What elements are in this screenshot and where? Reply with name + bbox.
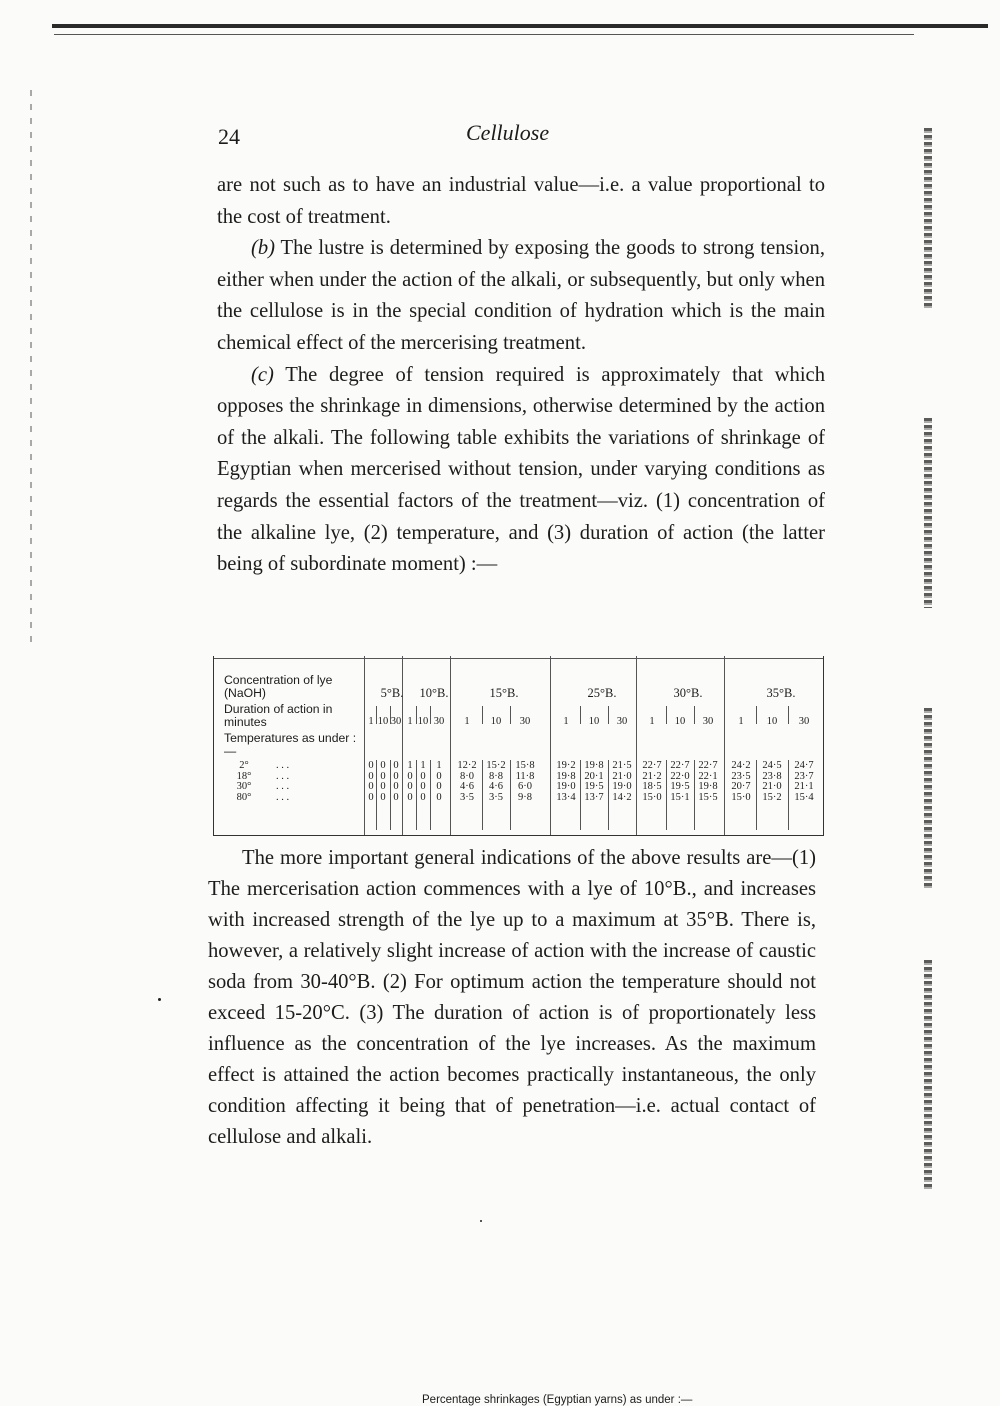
table-cell: 22·7 — [670, 760, 690, 771]
column-divider — [608, 706, 609, 724]
table-cell: 15·8 — [515, 760, 535, 771]
table-cell: 1 — [436, 760, 442, 771]
table-cell: 24·7 — [794, 760, 814, 771]
table-cell: 0 — [368, 781, 374, 792]
top-rule-thin — [54, 34, 914, 35]
running-title: Cellulose — [466, 120, 550, 145]
table-cell: 21·5 — [612, 760, 632, 771]
right-binding-mark — [924, 418, 932, 608]
table-cell: 24·2 — [731, 760, 751, 771]
table-cell: 0 — [436, 791, 442, 803]
table-cell: 4·6 — [460, 781, 474, 792]
column-divider — [376, 760, 377, 830]
table-cell: 0 — [368, 791, 374, 803]
table-cell: 0 — [368, 760, 374, 771]
table-cell: 22·7 — [642, 760, 662, 771]
table-cell: 3·5 — [460, 791, 474, 803]
duration-label: 30 — [390, 716, 402, 727]
group-divider — [636, 656, 637, 836]
table-cell: 0 — [420, 781, 426, 792]
duration-label: 1 — [368, 716, 374, 727]
table-cell: 0 — [380, 781, 386, 792]
table-cell: 24·5 — [762, 760, 782, 771]
table-cell: 20·7 — [731, 781, 751, 792]
column-divider — [482, 706, 483, 724]
table-cell: 19·5 — [670, 781, 690, 792]
paragraph-marker: (c) — [251, 363, 274, 386]
margin-dot — [158, 998, 161, 1001]
table-cell: 0 — [380, 760, 386, 771]
duration-label: 10 — [674, 716, 686, 727]
column-divider — [430, 760, 431, 830]
leader-dots: . . . — [276, 760, 290, 771]
table-cell: 19·2 — [556, 760, 576, 771]
table-cell: 3·5 — [489, 791, 503, 803]
concentration-label: 10°B. — [419, 686, 449, 700]
table-cell: 8·0 — [460, 770, 474, 782]
paragraph: The more important general indications of the above results are—(1) The mercerisation action commences with a lye of 10°B., and increases with increased strength of the lye up to a maximum at 35°B. There is, however, a relatively slight increase of action with the increase of caustic soda from 30-40°B. (2) For optimum action the temperature should not exceed 15-20°C. (3) The duration of action is of proportionately less influence as the concentration of the lye increases. As the maximum effect is attained the action becomes practically instantaneous, the only condition affecting it being that of penetration—i.e. actual contact of cellulose and alkali. — [208, 847, 816, 1148]
row-label-duration: Duration of action in minutes — [224, 702, 333, 729]
concentration-label: 35°B. — [766, 686, 796, 700]
leader-dots: . . . — [276, 791, 290, 803]
table-cell: 19·0 — [612, 781, 632, 792]
top-text-block — [217, 170, 825, 581]
group-divider — [450, 656, 451, 836]
table-cell: 0 — [420, 770, 426, 782]
table-cell: 21·1 — [794, 781, 814, 792]
table-cell: 8·8 — [489, 770, 503, 782]
right-binding-mark — [924, 708, 932, 888]
column-divider — [608, 760, 609, 830]
table-cell: 0 — [380, 791, 386, 803]
paragraph: (c) The degree of tension required is approximately that which opposes the shrinkage in dimensions, otherwise determined by the action of the alkali. The following table exhibits the variations of shrinkage of Egyptian when mercerised without tension, under varying conditions as regards the essential factors of the treatment—viz. (1) concentration of the alkaline lye, (2) temperature, and (3) duration of action (the latter being of subordinate moment) :— — [217, 363, 825, 576]
table-cell: 21·2 — [642, 770, 662, 782]
duration-label: 30 — [798, 716, 810, 727]
column-divider — [580, 760, 581, 830]
table-cell: 23·5 — [731, 770, 751, 782]
table-cell: 15·4 — [794, 791, 814, 803]
column-divider — [376, 706, 377, 724]
column-divider — [666, 760, 667, 830]
table-cell: 20·1 — [584, 770, 604, 782]
column-divider — [510, 706, 511, 724]
concentration-label: 5°B. — [380, 686, 404, 700]
table-cell: 14·2 — [612, 791, 632, 803]
paragraph: are not such as to have an industrial value—i.e. a value proportional to the cost of treatment. — [217, 174, 825, 228]
table-cell: 1 — [420, 760, 426, 771]
group-divider — [402, 656, 403, 836]
paragraph-marker: (b) — [251, 237, 276, 260]
table-cell: 12·2 — [457, 760, 477, 771]
bottom-text-block — [208, 843, 816, 1153]
concentration-label: 30°B. — [673, 686, 703, 700]
table-cell: 0 — [436, 781, 442, 792]
left-margin-marks — [30, 90, 32, 650]
duration-label: 10 — [377, 716, 389, 727]
table-cell: 11·8 — [515, 770, 535, 782]
right-binding-mark — [924, 960, 932, 1190]
column-divider — [430, 706, 431, 724]
duration-label: 10 — [417, 716, 429, 727]
concentration-label: 25°B. — [587, 686, 617, 700]
table-cell: 23·8 — [762, 770, 782, 782]
table-cell: 1 — [407, 760, 413, 771]
temperature-label: 18° — [236, 770, 252, 782]
group-divider — [724, 656, 725, 836]
page-number: 24 — [218, 124, 240, 149]
column-divider — [416, 706, 417, 724]
column-divider — [788, 706, 789, 724]
table-cell: 0 — [436, 770, 442, 782]
column-divider — [510, 760, 511, 830]
table-cell: 13·7 — [584, 791, 604, 803]
table-cell: 19·8 — [556, 770, 576, 782]
table-cell: 0 — [420, 791, 426, 803]
table-cell: 0 — [407, 781, 413, 792]
column-divider — [694, 760, 695, 830]
duration-label: 1 — [563, 716, 569, 727]
column-divider — [482, 760, 483, 830]
duration-label: 30 — [702, 716, 714, 727]
table-cell: 19·8 — [698, 781, 718, 792]
table-cell: 19·0 — [556, 781, 576, 792]
table-cell: 0 — [393, 791, 399, 803]
table-cell: 21·0 — [762, 781, 782, 792]
table-cell: 6·0 — [518, 781, 532, 792]
row-label-temperatures: Temperatures as under :— — [224, 731, 357, 758]
table-cell: 0 — [407, 770, 413, 782]
table-cell: 0 — [380, 770, 386, 782]
temperature-label: 80° — [236, 791, 252, 803]
duration-label: 30 — [519, 716, 531, 727]
table-cell: 0 — [407, 791, 413, 803]
leader-dots: . . . — [276, 770, 290, 782]
column-divider — [580, 706, 581, 724]
temperature-label: 2° — [239, 760, 249, 771]
duration-label: 30 — [616, 716, 628, 727]
concentration-label: 15°B. — [489, 686, 519, 700]
column-divider — [416, 760, 417, 830]
duration-label: 10 — [766, 716, 778, 727]
column-divider — [694, 706, 695, 724]
duration-label: 30 — [433, 716, 445, 727]
table-cell: 22·7 — [698, 760, 718, 771]
column-divider — [666, 706, 667, 724]
table-cell: 19·8 — [584, 760, 604, 771]
table-cell: 0 — [393, 770, 399, 782]
table-cell: 23·7 — [794, 770, 814, 782]
table-cell: 21·0 — [612, 770, 632, 782]
top-rule — [52, 24, 988, 28]
row-label-concentration: Concentration of lye (NaOH) — [224, 673, 333, 700]
column-divider — [788, 760, 789, 830]
table-cell: 22·0 — [670, 770, 690, 782]
column-divider — [390, 706, 391, 724]
leader-dots: . . . — [276, 781, 290, 792]
temperature-label: 30° — [236, 781, 252, 792]
duration-label: 10 — [490, 716, 502, 727]
duration-label: 1 — [407, 716, 413, 727]
duration-label: 1 — [649, 716, 655, 727]
column-divider — [390, 760, 391, 830]
table-cell: 4·6 — [489, 781, 503, 792]
table-cell: 9·8 — [518, 791, 532, 803]
group-divider — [550, 656, 551, 836]
table-cell: 19·5 — [584, 781, 604, 792]
table-cell: 0 — [393, 760, 399, 771]
duration-label: 1 — [738, 716, 744, 727]
table-cell: 15·2 — [486, 760, 506, 771]
margin-dot — [480, 1220, 482, 1222]
table-cell: 0 — [393, 781, 399, 792]
table-cell: 15·0 — [731, 791, 751, 803]
column-divider — [756, 706, 757, 724]
table-cell: 15·1 — [670, 791, 690, 803]
table-cell: 15·2 — [762, 791, 782, 803]
duration-label: 1 — [464, 716, 470, 727]
table-cell: 0 — [368, 770, 374, 782]
table-cell: 13·4 — [556, 791, 576, 803]
paragraph: (b) The lustre is determined by exposing the goods to strong tension, either when under the action of the alkali, or subsequently, but only when the cellulose is in the special condition of hydration which is the main chemical effect of the mercerising treatment. — [217, 237, 825, 354]
table-caption: Percentage shrinkages (Egyptian yarns) as under :— — [422, 1394, 693, 1406]
column-divider — [756, 760, 757, 830]
duration-label: 10 — [588, 716, 600, 727]
table-cell: 22·1 — [698, 770, 718, 782]
right-binding-mark — [924, 128, 932, 308]
table-cell: 18·5 — [642, 781, 662, 792]
table-cell: 15·5 — [698, 791, 718, 803]
group-divider — [364, 656, 365, 836]
table-cell: 15·0 — [642, 791, 662, 803]
